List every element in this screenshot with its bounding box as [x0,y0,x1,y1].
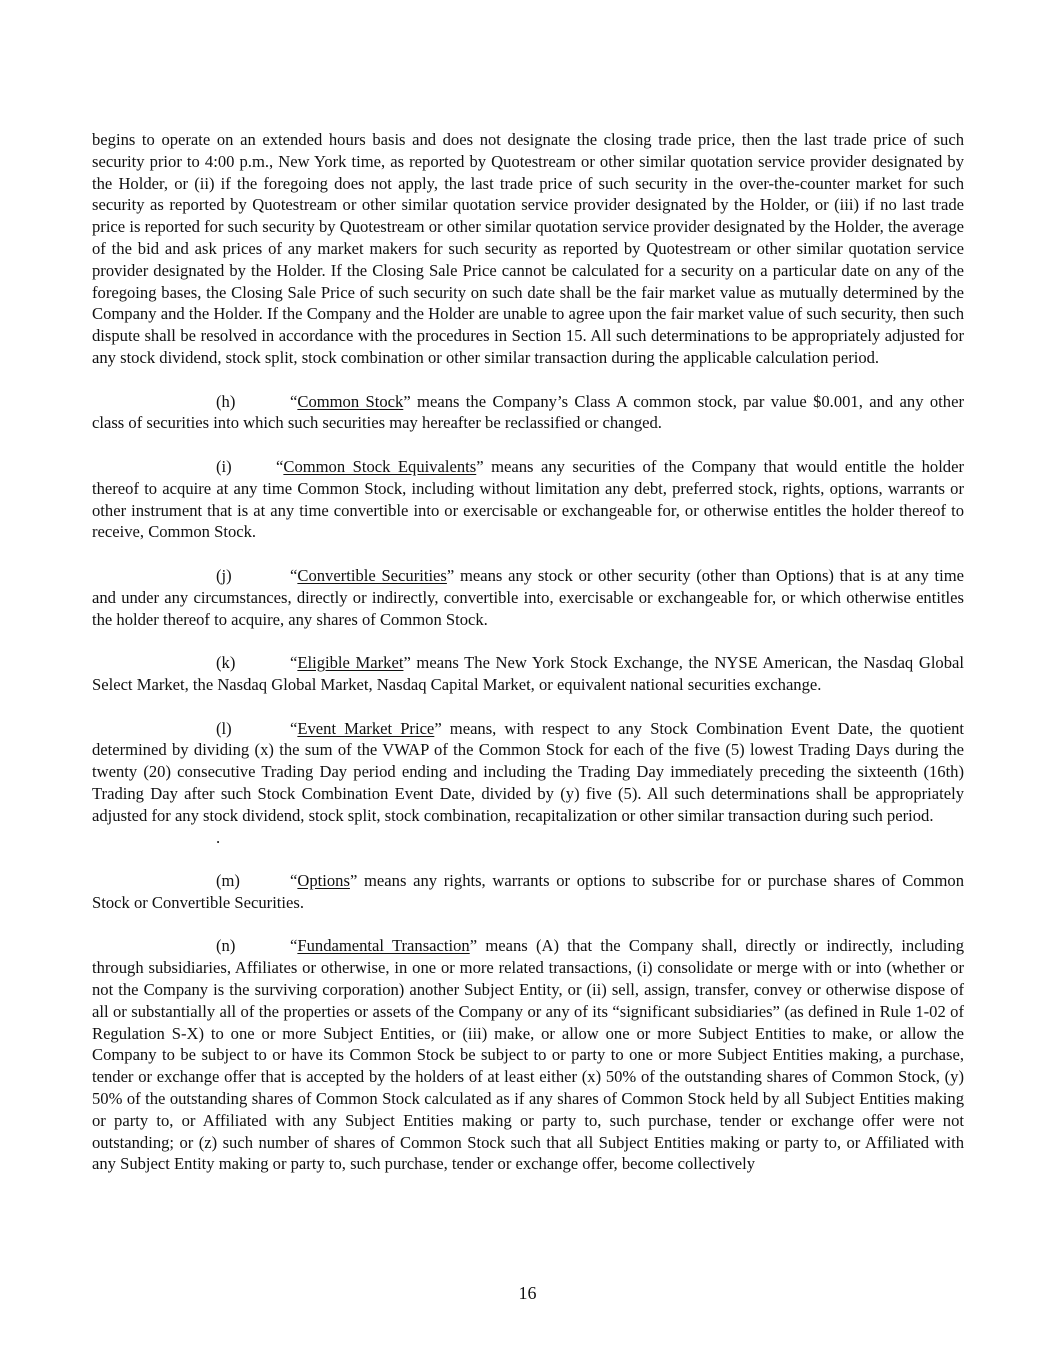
defined-term: Event Market Price [297,718,435,738]
definition-eligible-market [92,652,964,696]
definition-text: means (A) that the Company shall, directly or indirectly, including through subsidiaries, Affiliates or otherwise, in one or more related transactions, (i) consolidate or merge with or into (whether or not the Company is the surviving corporation) another Subject Entity, or (ii) sell, assign, transfer, convey or otherwise dispose of all or substantially all of the properties or assets of the Company or any of its “significant subsidiaries” (as defined in Rule 1-02 of Regulation S-X) to one or more Subject Entities, or (iii) make, or allow one or more Subject Entities to make, or allow the Company to be subject to or have its Common Stock be subject to or party to one or more Subject Entities making, a purchase, tender or exchange offer that is accepted by the holders of at least either (x) 50% of the outstanding shares of Common Stock, (y) 50% of the outstanding shares of Common Stock calculated as if any shares of Common Stock held by all Subject Entities making or party to, or Affiliated with any Subject Entities making or party to, such purchase, tender or exchange offer were not outstanding; or (z) such number of shares of Common Stock such that all Subject Entities making or party to, or Affiliated with any Subject Entity making or party to, such purchase, tender or exchange offer, become collectively [92,936,964,1174]
close-quote: ” [446,565,455,585]
close-quote: ” [434,718,442,738]
close-quote: ” [349,871,358,891]
definition-text: means any rights, warrants or options to subscribe for or purchase shares of Common Stock or Convertible Securities. [92,871,964,912]
clause-label: (n) [216,936,236,956]
defined-term: Eligible Market [297,653,404,673]
definition-text: means the Company’s Class A common stock, par value $0.001, and any other class of securities into which such securities may hereafter be reclassified or changed. [92,391,964,433]
clause-label: (i) [216,456,232,476]
clause-label: (l) [216,718,232,738]
open-quote: “ [290,936,298,956]
open-quote: “ [290,653,298,673]
close-quote: ” [403,391,411,411]
definition-options [92,870,964,914]
clause-label: (h) [216,391,236,411]
clause-label: (j) [216,565,232,585]
definition-text: means, with respect to any Stock Combination Event Date, the quotient determined by dividing (x) the sum of the VWAP of the Common Stock for each of the five (5) lowest Trading Days during the twenty (20) consecutive Trading Day period ending and including the Trading Day immediately preceding the sixteenth (16th) Trading Day after such Stock Combination Event Date, divided by (y) five (5). All such determinations shall be appropriately adjusted for any stock dividend, stock split, stock combination, recapitalization or other similar transaction during such period. [92,718,965,825]
paragraph-text: begins to operate on an extended hours basis and does not designate the closing trade price, then the last trade price of such security prior to 4:00 p.m., New York time, as reported by Quotestream or other similar quotation service provider designated by the Holder, or (ii) if the foregoing does not apply, the last trade price of such security in the over-the-counter market for such security as reported by Quotestream or other similar quotation service provider designated by the Holder, or (iii) if no last trade price is reported for such security by Quotestream or other similar quotation service provider designated by the Holder, the average of the bid and ask prices of any market makers for such security as reported by Quotestream or other similar quotation service provider designated by the Holder. If the Closing Sale Price cannot be calculated for a security on a particular date on any of the foregoing bases, the Closing Sale Price of such security on such date shall be the fair market value as mutually determined by the Company and the Holder. If the Company and the Holder are unable to agree upon the fair market value of such security, then such dispute shall be resolved in accordance with the procedures in Section 15. All such determinations to be appropriately adjusted for any stock dividend, stock split, stock combination or other similar transaction during the applicable calculation period. [92,130,964,367]
definition-text: means The New York Stock Exchange, the NYSE American, the Nasdaq Global Select Market, the Nasdaq Global Market, Nasdaq Capital Market, or equivalent national securities exchange. [92,653,965,694]
continuation-paragraph [92,129,964,369]
close-quote: ” [469,936,478,956]
defined-term: Convertible Securities [297,565,447,585]
definition-text: means any securities of the Company that would entitle the holder thereof to acquire at any time Common Stock, including without limitation any debt, preferred stock, rights, options, warrants or other instrument that is at any time convertible into or exercisable or exchangeable for, or otherwise entitles the holder thereof to receive, Common Stock. [92,456,964,542]
close-quote: ” [403,653,411,673]
open-quote: “ [290,391,298,411]
open-quote: “ [290,718,298,738]
defined-term: Options [297,871,350,891]
open-quote: “ [276,456,284,476]
stray-period-mark: . [216,827,221,847]
close-quote: ” [476,456,484,476]
defined-term: Fundamental Transaction [297,936,470,956]
open-quote: “ [290,565,298,585]
clause-label: (k) [216,653,236,673]
definition-text: means any stock or other security (other than Options) that is at any time and under any circumstances, directly or indirectly, convertible into, exercisable or exchangeable for, or which otherwise entitles the holder thereof to acquire, any shares of Common Stock. [92,565,964,629]
defined-term: Common Stock Equivalents [283,456,477,476]
page-number: 16 [518,1283,537,1303]
definition-common-stock [92,391,964,435]
clause-label: (m) [216,871,240,891]
defined-term: Common Stock [297,391,404,411]
document-body [92,129,964,1175]
definition-common-stock-equivalents [92,456,964,543]
definition-convertible-securities [92,565,964,630]
definition-event-market-price [92,718,964,827]
open-quote: “ [290,871,298,891]
definition-fundamental-transaction [92,935,964,1175]
